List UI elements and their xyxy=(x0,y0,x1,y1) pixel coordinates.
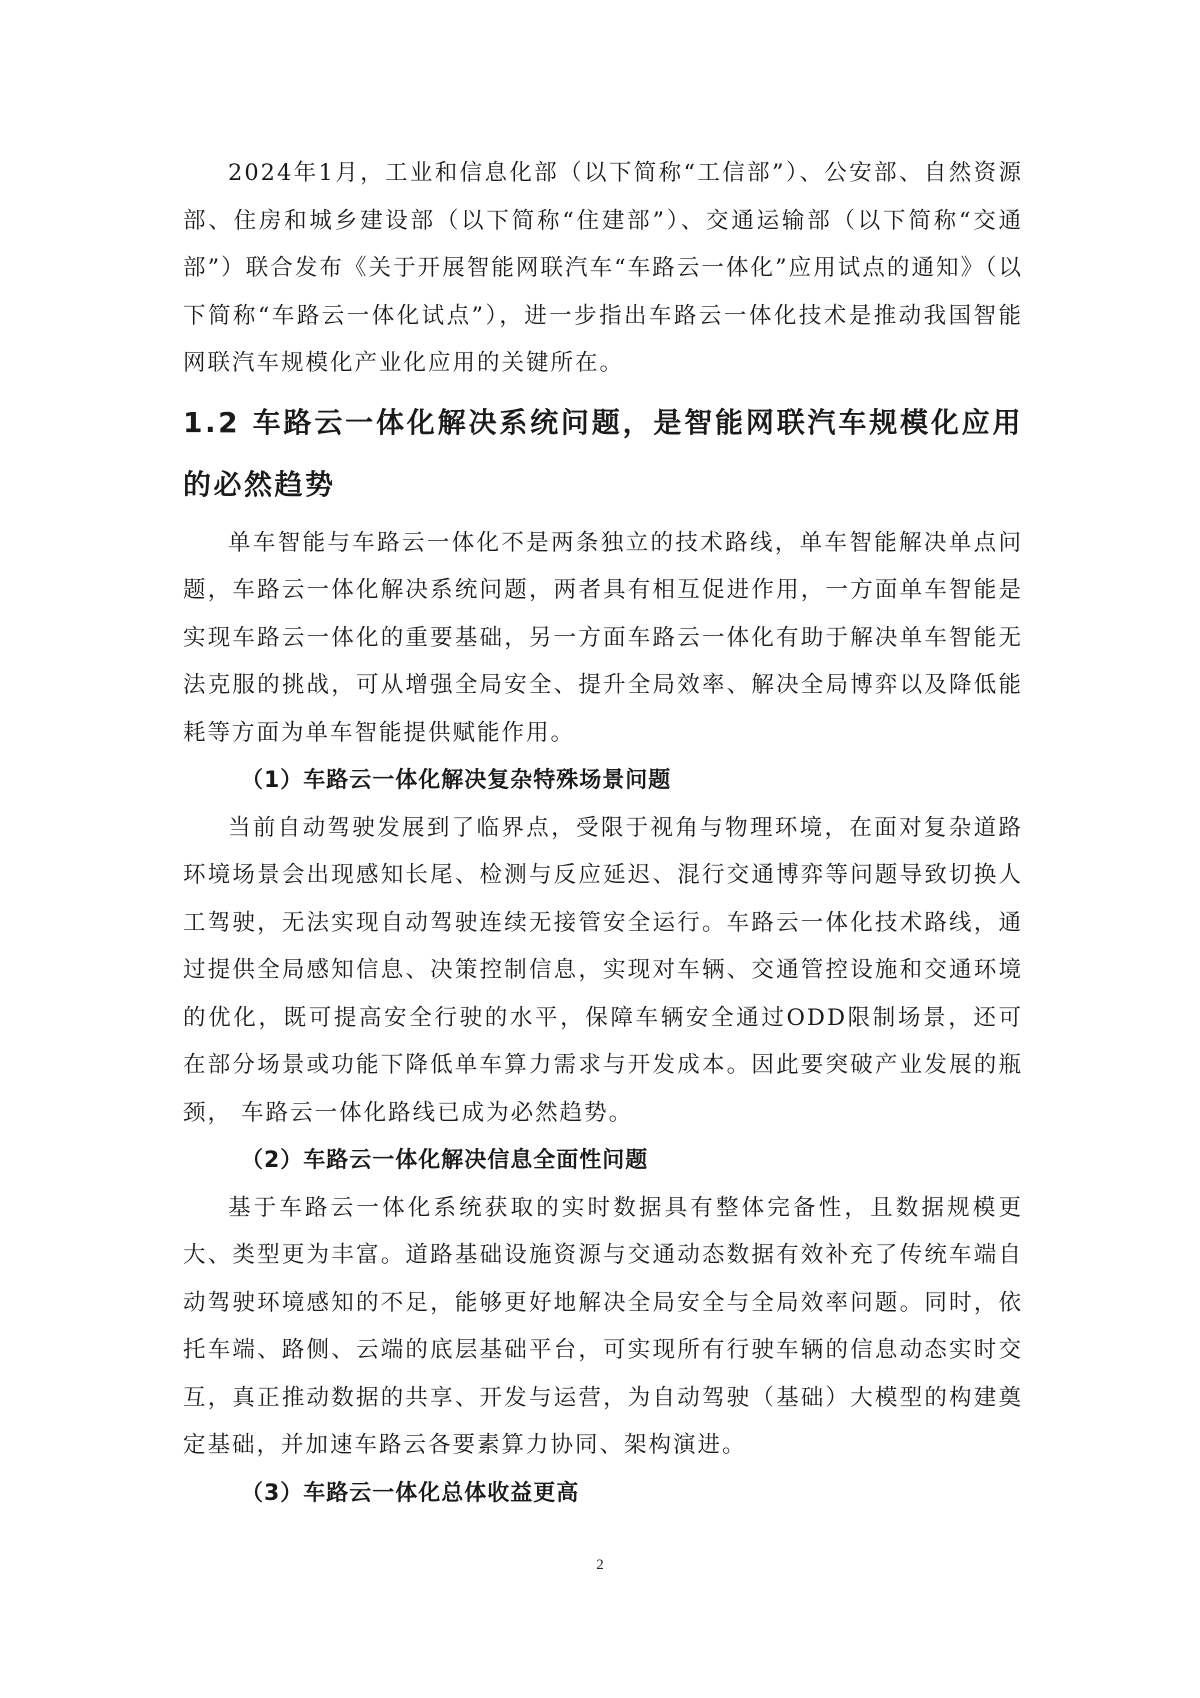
section-title: 1.2 车路云一体化解决系统问题，是智能网联汽车规模化应用的必然趋势 xyxy=(183,405,1023,501)
subsection-heading-2: （2）车路云一体化解决信息全面性问题 xyxy=(241,1148,649,1173)
subsection-body-2: 基于车路云一体化系统获取的实时数据具有整体完备性，且数据规模更大、类型更为丰富。道路基础设施资源与交通动态数据有效补充了传统车端自动驾驶环境感知的不足，能够更好地解决全局安全与全局效率问题。同时，依托车端、路侧、云端的底层基础平台，可实现所有行驶车辆的信息动态实时交互，真正推动数据的共享、开发与运营，为自动驾驶（基础）大模型的构建奠定基础，并加速车路云各要素算力协同、架构演进。 xyxy=(183,1194,1023,1458)
subsection-heading-3: （3）车路云一体化总体收益更高 xyxy=(241,1480,580,1506)
section-intro-paragraph: 单车智能与车路云一体化不是两条独立的技术路线，单车智能解决单点问题，车路云一体化解决系统问题，两者具有相互促进作用，一方面单车智能是实现车路云一体化的重要基础，另一方面车路云一体化有助于解决单车智能无法克服的挑战，可从增强全局安全、提升全局效率、解决全局博弈以及降低能耗等方面为单车智能提供赋能作用。 xyxy=(183,529,1023,746)
page-content xyxy=(183,150,1023,1517)
subsection-heading-1: （1）车路云一体化解决复杂特殊场景问题 xyxy=(241,768,672,793)
intro-paragraph: 2024年1月，工业和信息化部（以下简称“工信部”）、公安部、自然资源部、住房和城乡建设部（以下简称“住建部”）、交通运输部（以下简称“交通部”）联合发布《关于开展智能网联汽车“车路云一体化”应用试点的通知》（以下简称“车路云一体化试点”），进一步指出车路云一体化技术是推动我国智能网联汽车规模化产业化应用的关键所在。 xyxy=(183,160,1023,376)
subsection-body-1: 当前自动驾驶发展到了临界点，受限于视角与物理环境，在面对复杂道路环境场景会出现感知长尾、检测与反应延迟、混行交通博弈等问题导致切换人工驾驶，无法实现自动驾驶连续无接管安全运行。车路云一体化技术路线，通过提供全局感知信息、决策控制信息，实现对车辆、交通管控设施和交通环境的优化，既可提高安全行驶的水平，保障车辆安全通过ODD限制场景，还可在部分场景或功能下降低单车算力需求与开发成本。因此要突破产业发展的瓶颈， 车路云一体化路线已成为必然趋势。 xyxy=(183,814,1023,1126)
page-number: 2 xyxy=(596,1557,604,1573)
